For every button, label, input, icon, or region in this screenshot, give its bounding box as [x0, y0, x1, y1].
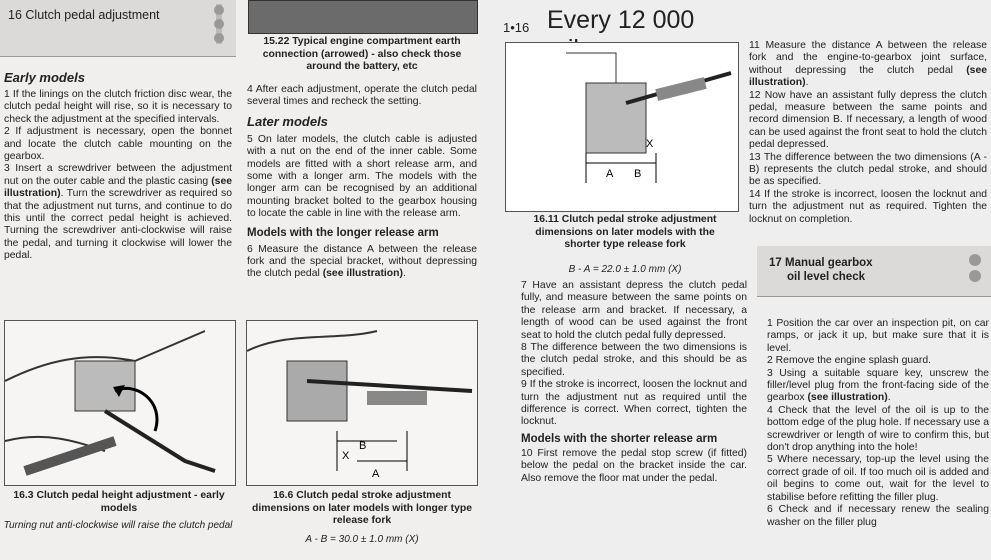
formula-16-6: A - B = 30.0 ± 1.0 mm (X)	[305, 534, 419, 545]
page-number: 1•16	[503, 20, 530, 35]
right-column	[749, 40, 987, 226]
paragraph-17-4: 4 Check that the level of the oil is up to the bottom edge of the plug hole. If necessary use a screwdriver or length of wire to confirm this, but don't drop anything into the hole!	[767, 404, 989, 454]
caption-16-3: 16.3 Clutch pedal height adjustment - early models	[13, 490, 225, 514]
section-16-banner	[0, 0, 236, 57]
label-x: X	[342, 450, 350, 462]
section-17-title-1: Manual gearbox	[785, 257, 873, 269]
page-title: Every 12 000	[547, 6, 695, 34]
paragraph-13: 13 The difference between the two dimensions (A - B) represents the clutch pedal stroke, and should be as specified.	[749, 151, 987, 188]
heading-early-models: Early models	[4, 70, 85, 85]
formula-16-11: B - A = 22.0 ± 1.0 mm (X)	[568, 264, 682, 275]
subcaption-16-3: Turning nut anti-clockwise will raise the clutch pedal	[3, 520, 233, 531]
caption-16-6: 16.6 Clutch pedal stroke adjustment dimensions on later models with longer type release fork	[252, 490, 472, 526]
paragraph-9: 9 If the stroke is incorrect, loosen the locknut and turn the adjustment nut as required until the difference is correct. When correct, tighten the locknut.	[521, 379, 747, 428]
figure-16-11-drawing	[506, 43, 738, 211]
paragraph-5: 5 On later models, the clutch cable is adjusted with a nut on the end of the inner cable. Some models are fitted with a short release arm, and some with a longer arm. The models with the longer arm can be recognised by an additional mounting bracket bolted to the gearbox housing to locate the cable in line with the release arm.	[247, 133, 477, 220]
left-column-1	[4, 70, 232, 263]
paragraph-8: 8 The difference between the two dimensions is the clutch pedal stroke, and this should be as specified.	[521, 342, 747, 378]
paragraph-17-3: 3 Using a suitable square key, unscrew the filler/level plug from the front-facing side of the gearbox (see illustration).	[767, 367, 990, 404]
section-number: 16	[8, 8, 22, 22]
heading-shorter-release-arm: Models with the shorter release arm	[521, 432, 718, 445]
label-x: X	[646, 138, 654, 150]
paragraph-11: 11 Measure the distance A between the release fork and the engine-to-gearbox joint surface, without depressing the clutch pedal (see illustration).	[749, 40, 988, 89]
wrench-icon	[210, 2, 232, 48]
section-17-number: 17	[769, 257, 782, 269]
label-a: A	[372, 468, 380, 480]
left-column-2	[247, 84, 477, 281]
earth-photo	[248, 0, 478, 34]
page-header	[501, 0, 741, 44]
figure-16-11	[505, 42, 739, 212]
paragraph-17-5: 5 Where necessary, top-up the level using the correct grade of oil. If too much oil is added and oil begins to come out, wait for the level to stabilise before refitting the filler plug.	[767, 454, 989, 503]
label-a: A	[606, 168, 614, 180]
section-title: Clutch pedal adjustment	[25, 8, 160, 22]
heading-longer-release-arm: Models with the longer release arm	[247, 226, 439, 239]
paragraph-14: 14 If the stroke is incorrect, loosen the locknut and turn the adjustment nut as required. Tighten the locknut on completion.	[749, 188, 988, 225]
paragraph-17-6: 6 Check and if necessary renew the sealing washer on the filler plug	[767, 504, 989, 528]
label-b: B	[634, 168, 642, 180]
paragraph-17-1: 1 Position the car over an inspection pit, on car ramps, or jack it up, but make sure that it is level.	[767, 318, 990, 354]
paragraph-1: 1 If the linings on the clutch friction disc wear, the clutch pedal height will rise, so it is necessary to check the adjustment at the specified intervals.	[4, 89, 232, 125]
section-17-banner	[757, 246, 991, 297]
caption-16-11: 16.11 Clutch pedal stroke adjustment dimensions on later models with the shorter type release fork	[533, 214, 717, 250]
paragraph-12: 12 Now have an assistant fully depress the clutch pedal, measure between the same points and record dimension B. If necessary, a length of wood can be used against the front seat to hold the clutch pedal depressed.	[749, 89, 988, 151]
paragraph-4: 4 After each adjustment, operate the clutch pedal several times and recheck the setting.	[247, 84, 477, 108]
heading-later-models: Later models	[247, 113, 328, 129]
figure-16-3-drawing	[5, 321, 235, 485]
paragraph-7: 7 Have an assistant depress the clutch pedal fully, and measure between the same points on the release arm and bracket. If necessary, a length of wood can be used against the front seat to hold the clutch pedal fully depressed.	[521, 280, 747, 341]
paragraph-2: 2 If adjustment is necessary, open the bonnet and locate the clutch cable mounting on the gearbox.	[4, 126, 232, 163]
figure-16-3	[4, 320, 236, 486]
caption-15-22: 15.22 Typical engine compartment earth connection (arrowed) - also check those around the battery, etc	[262, 36, 462, 72]
paragraph-6: 6 Measure the distance A between the release fork and the special bracket, without depressing the clutch pedal (see illustration).	[247, 243, 477, 280]
right-column-lower	[767, 318, 989, 529]
right-mid-column	[521, 280, 747, 485]
figure-16-6	[246, 320, 478, 486]
section-17-title-2: oil level check	[787, 271, 865, 283]
paragraph-17-2: 2 Remove the engine splash guard.	[767, 355, 932, 367]
oil-icon	[963, 250, 987, 290]
paragraph-3: 3 Insert a screwdriver between the adjustment nut on the outer cable and the plastic casing (see illustration). Turn the screwdriver as required so that the adjustment nut turns, and continue to do this until the correct pedal height is achieved. Turning the screwdriver anti-clockwise will raise the pedal, and turning it clockwise will lower the pedal.	[4, 163, 232, 262]
label-b: B	[359, 440, 367, 452]
paragraph-10: 10 First remove the pedal stop screw (if fitted) below the pedal on the bracket inside the car. Also remove the floor mat under the pedal.	[521, 447, 747, 484]
left-page	[0, 0, 481, 560]
right-page	[481, 0, 991, 560]
figure-16-6-drawing	[247, 321, 477, 485]
